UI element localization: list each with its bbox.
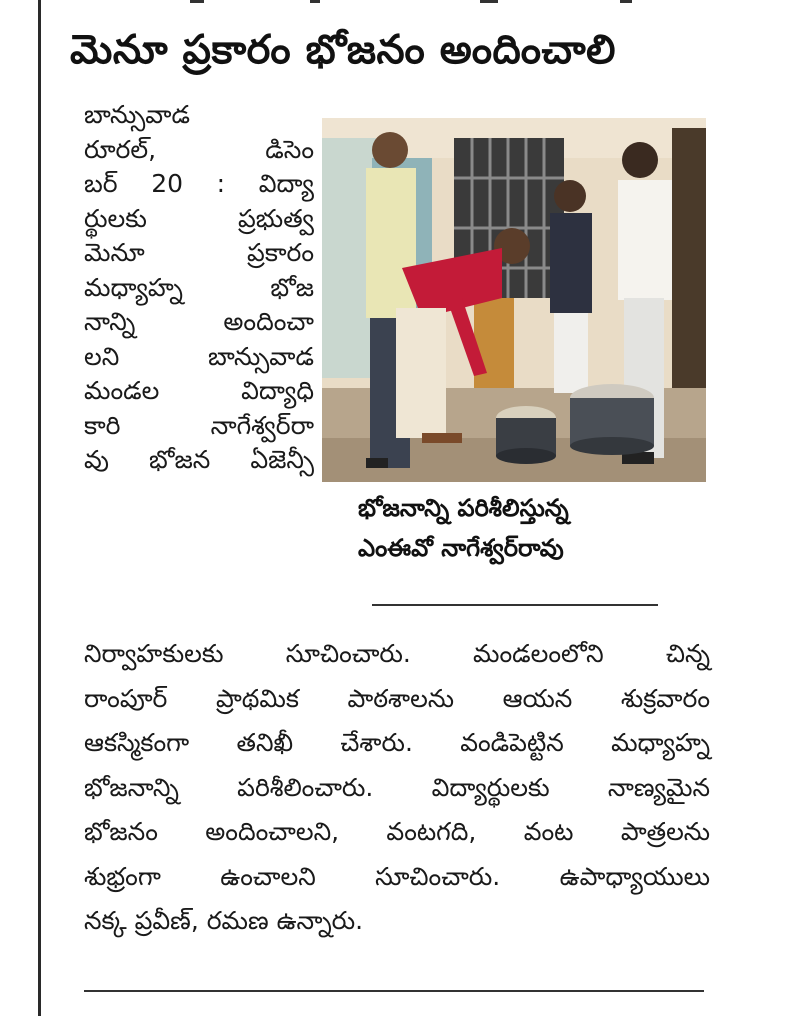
news-photo bbox=[322, 118, 706, 482]
body-line: రాంపూర్ ప్రాథమిక పాఠశాలను ఆయన శుక్రవారం bbox=[84, 683, 710, 713]
lead-line: మెనూ ప్రకారం bbox=[84, 238, 314, 267]
body-line: ఆకస్మికంగా తనిఖీ చేశారు. వండిపెట్టిన మధ్యాహ్న bbox=[84, 728, 710, 757]
caption-line: భోజనాన్ని పరిశీలిస్తున్న bbox=[358, 494, 569, 522]
photo-caption bbox=[358, 488, 688, 568]
article-body bbox=[84, 632, 710, 944]
previous-article-edge bbox=[150, 0, 650, 4]
lead-line: మండల విద్యాధి bbox=[84, 376, 314, 405]
body-line: నిర్వాహకులకు సూచించారు. మండలంలోని చిన్న bbox=[84, 639, 710, 668]
headline: మెనూ ప్రకారం భోజనం అందించాలి bbox=[70, 27, 616, 73]
lead-line: బర్ 20 : విద్యా bbox=[84, 169, 314, 198]
lead-line: కారి నాగేశ్వర్‌రా bbox=[84, 410, 314, 440]
lead-line: లని బాన్సువాడ bbox=[84, 341, 314, 371]
article-lead-column bbox=[84, 98, 314, 478]
body-line: భోజనం అందించాలని, వంటగది, వంట పాత్రలను bbox=[84, 817, 710, 846]
page-left-border bbox=[38, 0, 41, 1016]
body-line: నక్క ప్రవీణ్, రమణ ఉన్నారు. bbox=[84, 906, 364, 935]
body-line: భోజనాన్ని పరిశీలించారు. విద్యార్థులకు నాణ్యమైన bbox=[84, 772, 710, 802]
article-end-divider bbox=[84, 990, 704, 992]
lead-line: వు భోజన ఏజెన్సీ bbox=[84, 445, 314, 474]
lead-line: ర్థులకు ప్రభుత్వ bbox=[84, 203, 314, 233]
lead-line: బాన్సువాడ bbox=[84, 100, 190, 129]
lead-line: నాన్ని అందించా bbox=[84, 307, 314, 336]
caption-divider bbox=[372, 604, 658, 606]
caption-line: ఎంఈవో నాగేశ్వర్‌రావు bbox=[358, 534, 564, 562]
lead-line: రూరల్, డిసెం bbox=[84, 134, 314, 164]
body-line: శుభ్రంగా ఉంచాలని సూచించారు. ఉపాధ్యాయులు bbox=[84, 861, 710, 891]
lead-line: మధ్యాహ్న భోజ bbox=[84, 272, 314, 302]
